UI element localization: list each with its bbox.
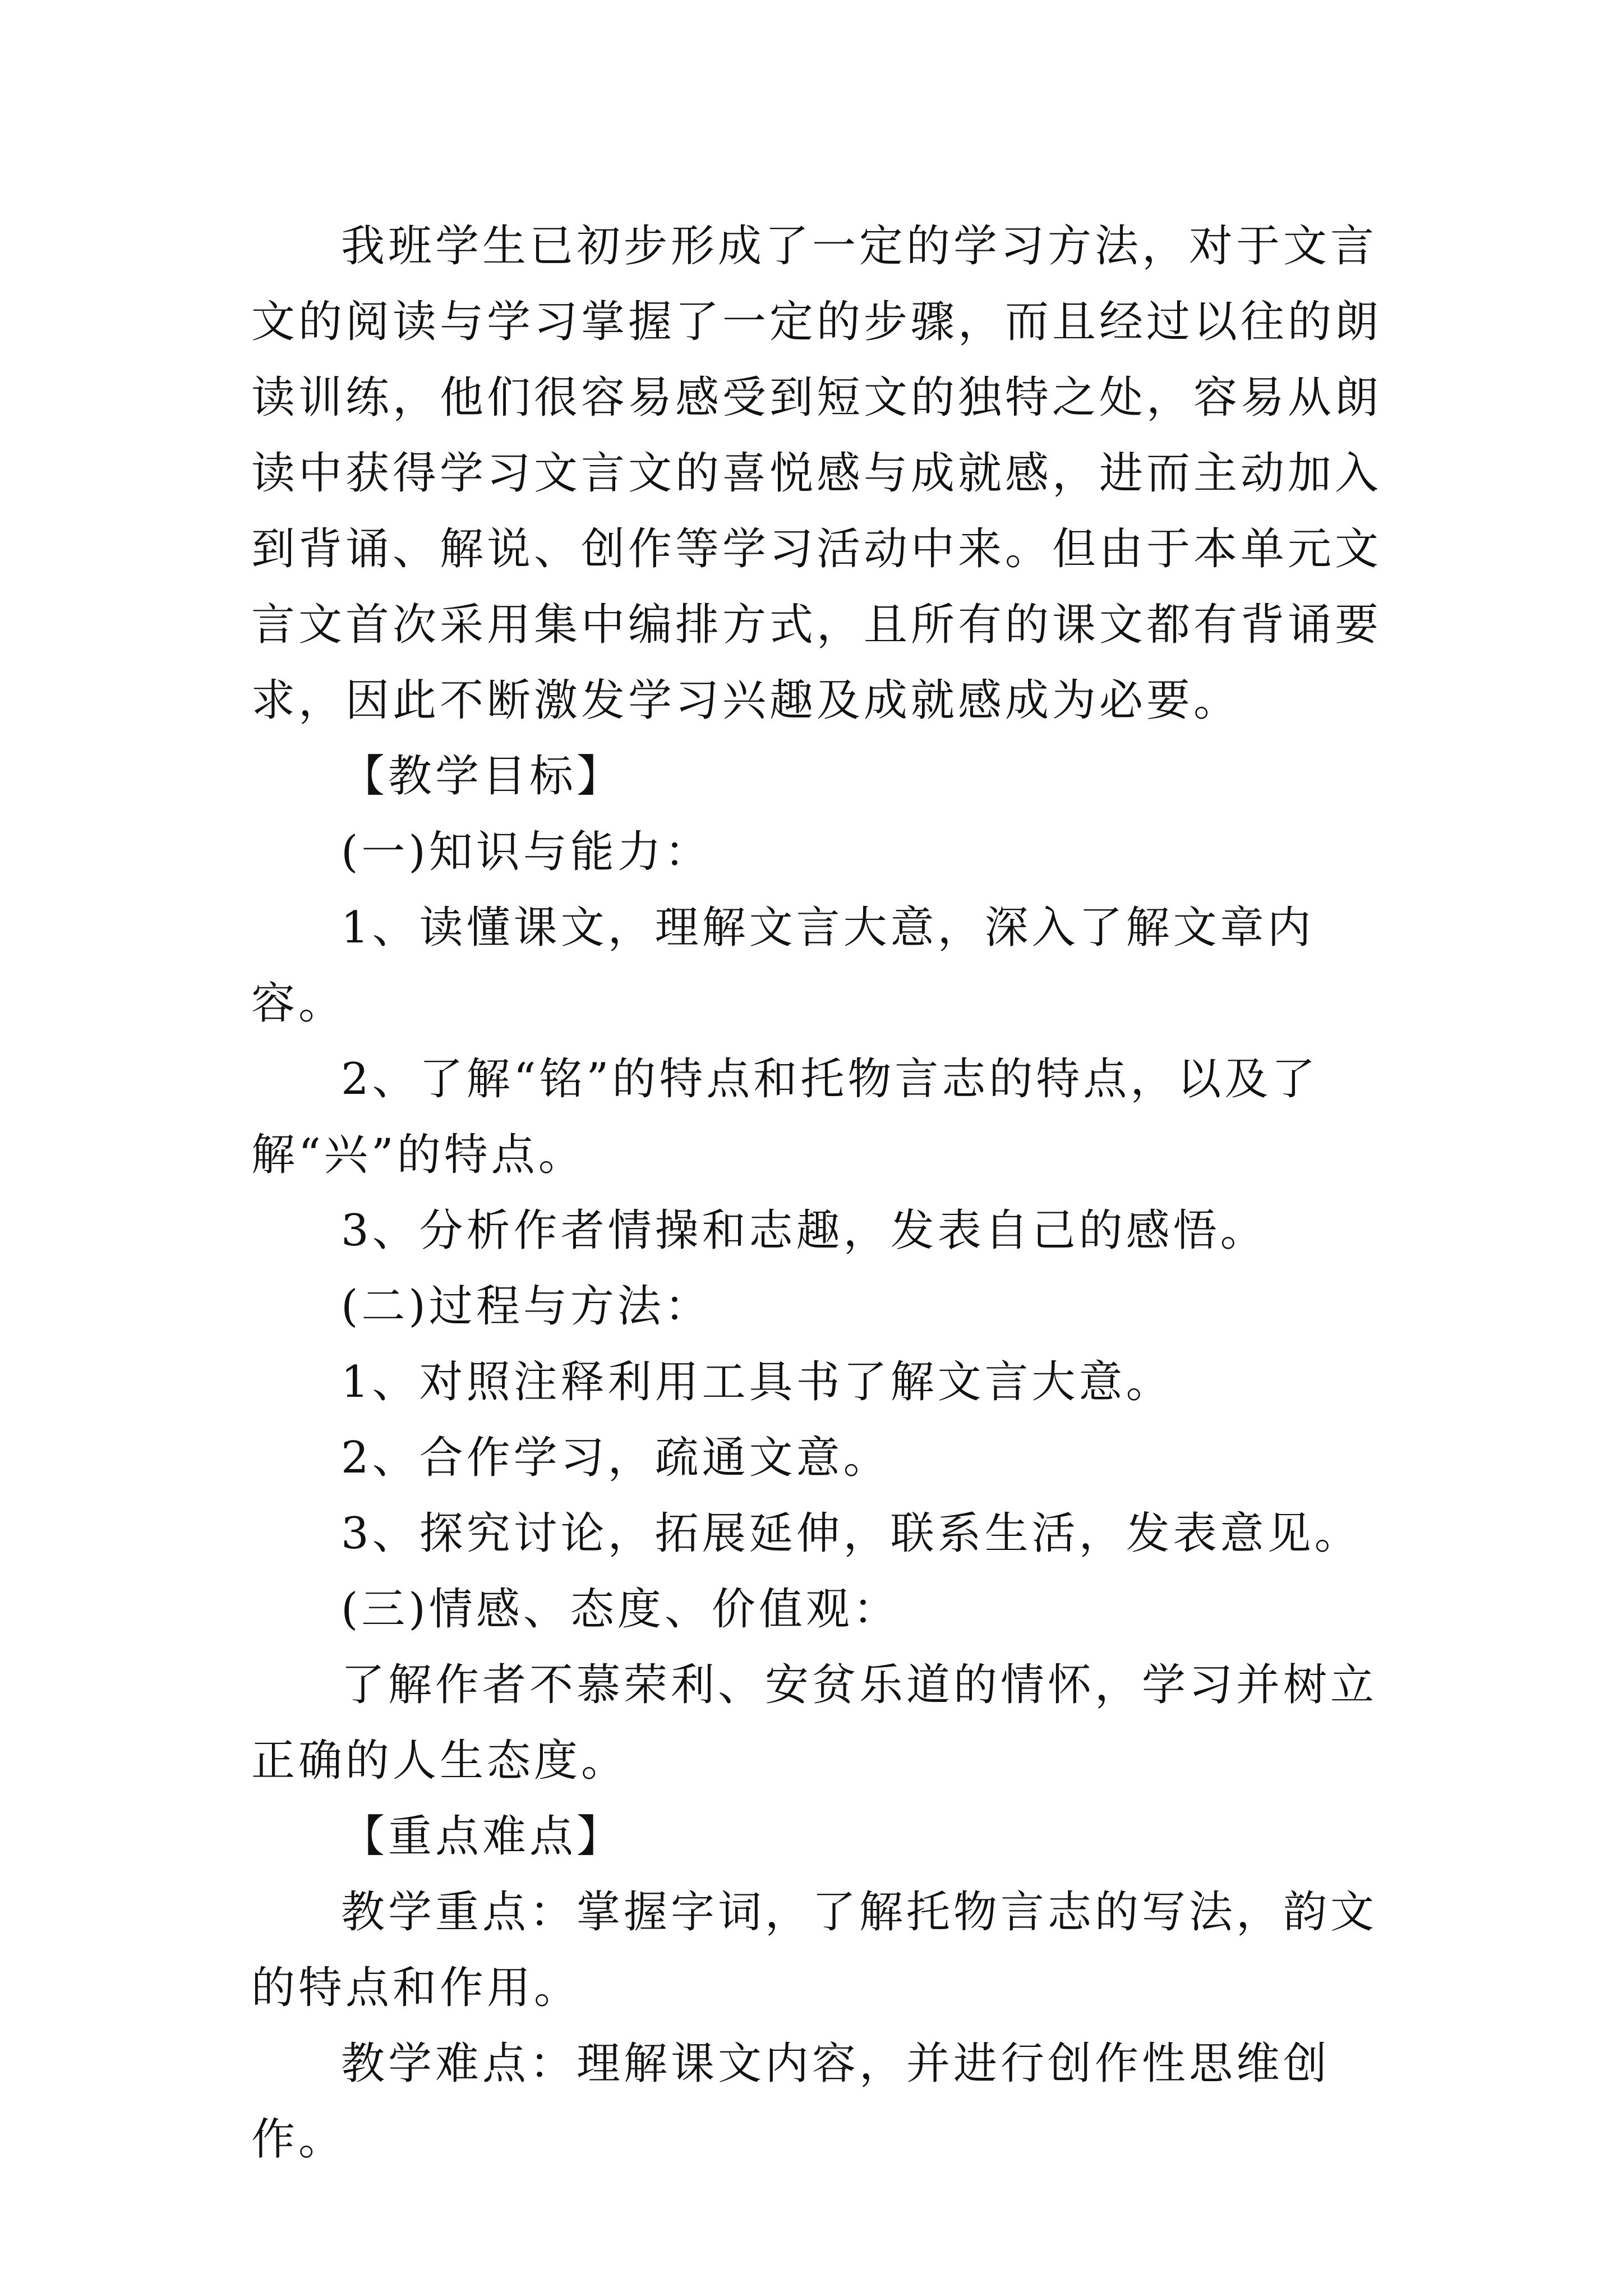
subheading-process-method: (二)过程与方法： [341,1281,712,1332]
key-point-paragraph: 教学重点：掌握字词，了解托物言志的写法，韵文的特点和作用。 [251,1887,1378,2013]
emotion-paragraph: 了解作者不慕荣利、安贫乐道的情怀，学习并树立正确的人生态度。 [251,1660,1378,1786]
goal-item-1: 1、读懂课文，理解文言大意，深入了解文章内容。 [251,903,1315,1029]
subheading-knowledge-ability: (一)知识与能力： [341,827,712,877]
method-item-2: 2、合作学习，疏通文意。 [341,1433,891,1483]
document-body [251,209,1384,2178]
paragraph-student-situation: 我班学生已初步形成了一定的学习方法，对于文言文的阅读与学习掌握了一定的步骤，而且经过以往的朗读训练，他们很容易感受到短文的独特之处，容易从朗读中获得学习文言文的喜悦感与成就感，进而主动加入到背诵、解说、创作等学习活动中来。但由于本单元文言文首次采用集中编排方式，且所有的课文都有背诵要求，因此不断激发学习兴趣及成就感成为必要。 [251,221,1382,726]
goal-item-3: 3、分析作者情操和志趣，发表自己的感悟。 [341,1205,1267,1256]
method-item-3: 3、探究讨论，拓展延伸，联系生活，发表意见。 [341,1508,1362,1559]
difficult-point-paragraph: 教学难点：理解课文内容，并进行创作性思维创作。 [251,2039,1331,2165]
heading-key-difficult-points: 【重点难点】 [341,1811,624,1862]
method-item-1: 1、对照注释利用工具书了解文言大意。 [341,1357,1173,1407]
heading-teaching-goals: 【教学目标】 [341,751,624,802]
goal-item-2: 2、了解“铭”的特点和托物言志的特点，以及了解“兴”的特点。 [251,1054,1319,1180]
subheading-emotion-values: (三)情感、态度、价值观： [341,1584,900,1635]
